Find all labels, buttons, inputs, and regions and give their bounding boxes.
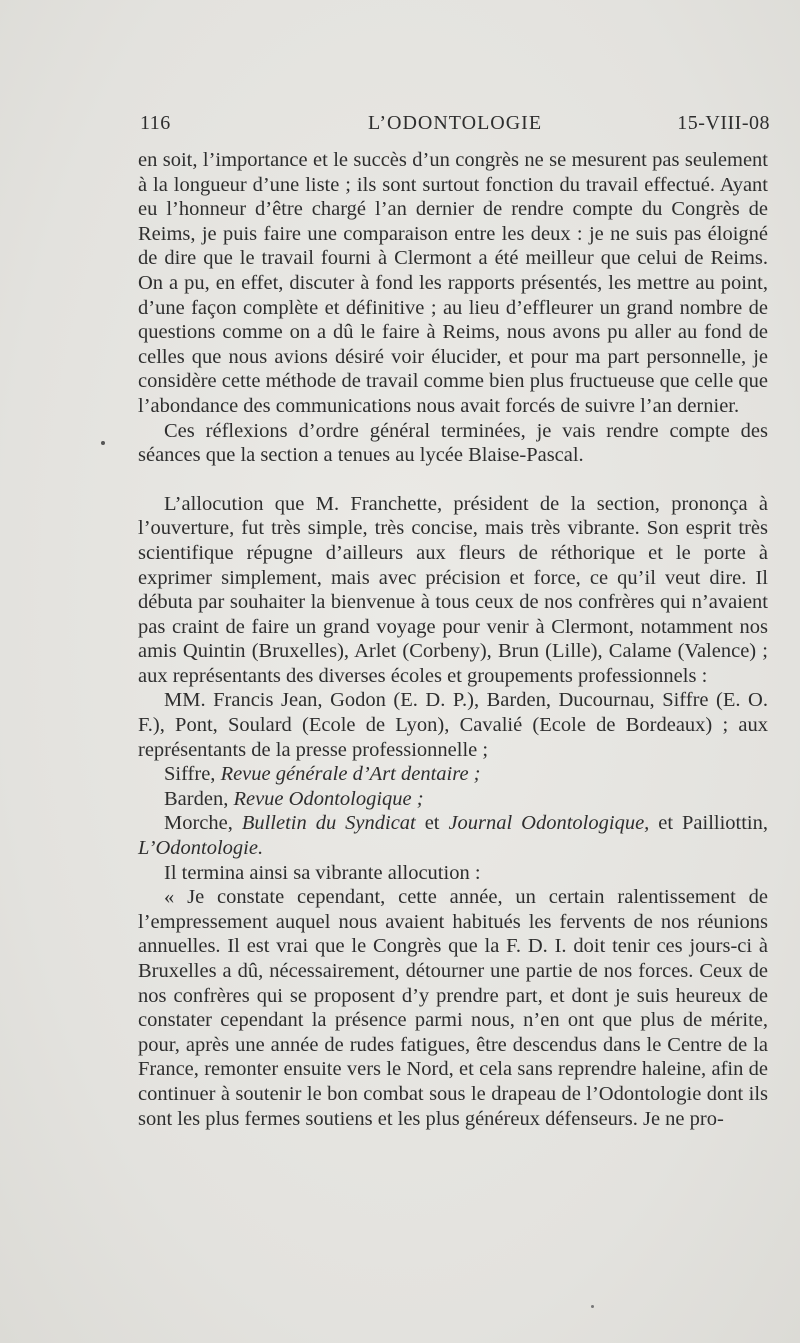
press-line-barden: Barden, Revue Odontologique ; — [164, 787, 424, 810]
journal-name: L’Odontologie. — [138, 837, 264, 860]
paragraph-closing-intro: Il termina ainsi sa vibrante allocution : — [164, 861, 481, 884]
paragraph-allocution: L’allocution que M. Franchette, président de la section, prononça à l’ouverture, fut très simple, très concise, mais très vibrante. Son esprit très scientifique répugne d’ailleurs aux fleurs de réthorique et le porte à exprimer simplement, mais avec précision et force, ce qu’il veut dire. Il débuta par souhaiter la bienvenue à tous ceux de nos confrères qui n’avaient pas craint de faire un grand voyage pour venir à Clermont, notamment nos amis Quintin (Bruxelles), Arlet (Corbeny), Brun (Lille), Calame (Valence) ; aux représentants des diverses écoles et groupements professionnels : — [138, 492, 768, 687]
margin-mark — [101, 441, 105, 445]
press-line-morche: Morche, Bulletin du Syndicat et Journal Odontologique, et Pailliottin, L’Odontologie. — [138, 812, 768, 860]
journal-name: Bulletin du Syndicat — [241, 812, 416, 835]
page-number: 116 — [140, 112, 171, 134]
journal-title: L’ODONTOLOGIE — [367, 112, 543, 134]
journal-name: Revue générale d’Art dentaire ; — [220, 763, 481, 786]
paragraph-continuation: en soit, l’importance et le succès d’un congrès ne se mesurent pas seulement à la longueur d’une liste ; ils sont surtout fonction du travail effectué. Ayant eu l’honneur d’être chargé l’an dernier de rendre compte du Congrès de Reims, je puis faire une comparaison entre les deux : je ne suis pas éloigné de dire que le travail fourni à Clermont a été meilleur que celui de Reims. On a pu, en effet, discuter à fond les rapports présentés, les mettre au point, d’une façon complète et définitive ; au lieu d’effleurer un grand nombre de questions comme on a dû le faire à Reims, nous avons pu aller au fond de celles que nous avions désiré voir élucider, et pour ma part personnelle, je considère cette méthode de travail comme bien plus fructueuse que celle que l’abondance des communications nous avait forcés de suivre l’an dernier. — [138, 149, 768, 417]
journal-name: Journal Odontologique, — [448, 812, 650, 835]
press-line-siffre: Siffre, Revue générale d’Art dentaire ; — [164, 763, 481, 786]
issue-date: 15-VIII-08 — [677, 112, 770, 134]
paragraph-reflections: Ces réflexions d’ordre général terminées, je vais rendre compte des séances que la section a tenues au lycée Blaise-Pascal. — [138, 419, 768, 467]
section-gap — [138, 468, 768, 492]
journal-name: Revue Odontologique ; — [233, 787, 424, 810]
paragraph-quote: « Je constate cependant, cette année, un certain ralentissement de l’empressement auquel nous avaient habitués les fervents de nos réunions annuelles. Il est vrai que le Congrès que la F. D. I. doit tenir ces jours-ci à Bruxelles a dû, nécessairement, détourner une partie de nos forces. Ceux de nos confrères qui se proposent d’y prendre part, et dont je suis heureux de constater cependant la présence parmi nous, n’en ont que plus de mérite, pour, après une année de rudes fatigues, être descendus dans le Centre de la France, remonter ensuite vers le Nord, et cela sans reprendre haleine, afin de continuer à soutenir le bon combat sous le drapeau de l’Odontologie dont ils sont les plus fermes soutiens et les plus généreux défenseurs. Je ne pro- — [138, 886, 768, 1130]
paragraph-representatives: MM. Francis Jean, Godon (E. D. P.), Barden, Ducournau, Siffre (E. O. F.), Pont, Soulard (Ecole de Lyon), Cavalié (Ecole de Bordeaux) ; aux représentants de la presse professionnelle ; — [138, 689, 768, 761]
article-body — [138, 148, 768, 1131]
running-header — [140, 112, 770, 140]
paper-speck — [591, 1305, 594, 1308]
